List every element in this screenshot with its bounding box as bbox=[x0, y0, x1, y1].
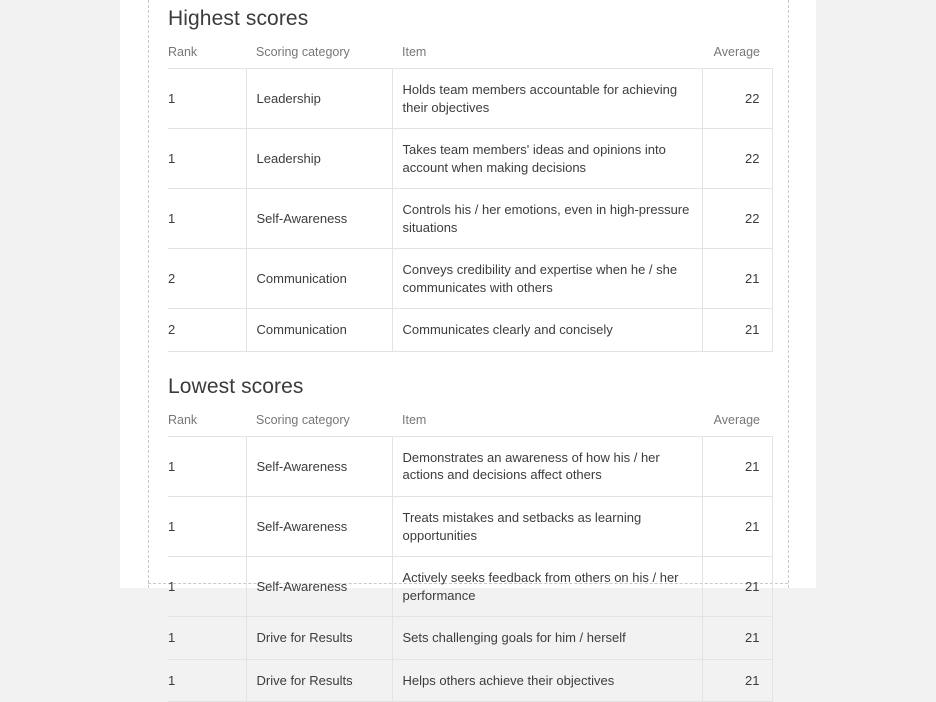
column-header-category: Scoring category bbox=[246, 413, 392, 437]
table-row bbox=[168, 436, 772, 496]
table-header-row bbox=[168, 45, 772, 69]
table-row bbox=[168, 497, 772, 557]
section-highest-scores bbox=[168, 8, 772, 352]
page-title-highest-scores: Highest scores bbox=[168, 8, 772, 29]
column-header-average: Average bbox=[702, 413, 772, 437]
cell-average: 22 bbox=[702, 189, 772, 249]
table-header-row bbox=[168, 413, 772, 437]
cell-item: Communicates clearly and concisely bbox=[392, 309, 702, 352]
table-row bbox=[168, 309, 772, 352]
cell-item: Sets challenging goals for him / herself bbox=[392, 617, 702, 660]
table-row bbox=[168, 189, 772, 249]
column-header-rank: Rank bbox=[168, 413, 246, 437]
cell-item: Actively seeks feedback from others on his / her performance bbox=[392, 557, 702, 617]
cell-average: 21 bbox=[702, 557, 772, 617]
table-row bbox=[168, 249, 772, 309]
cell-item: Conveys credibility and expertise when he / she communicates with others bbox=[392, 249, 702, 309]
cell-item: Controls his / her emotions, even in high-pressure situations bbox=[392, 189, 702, 249]
cell-category: Drive for Results bbox=[246, 617, 392, 660]
cell-average: 21 bbox=[702, 659, 772, 702]
cell-rank: 2 bbox=[168, 249, 246, 309]
column-header-item: Item bbox=[392, 45, 702, 69]
table-row bbox=[168, 69, 772, 129]
column-header-average: Average bbox=[702, 45, 772, 69]
page-title-lowest-scores: Lowest scores bbox=[168, 376, 772, 397]
cell-category: Self-Awareness bbox=[246, 497, 392, 557]
report-content bbox=[168, 0, 772, 702]
page-margin-guide-left bbox=[148, 0, 149, 588]
cell-item: Demonstrates an awareness of how his / her actions and decisions affect others bbox=[392, 436, 702, 496]
cell-category: Self-Awareness bbox=[246, 436, 392, 496]
table-row bbox=[168, 659, 772, 702]
cell-category: Self-Awareness bbox=[246, 557, 392, 617]
cell-rank: 1 bbox=[168, 69, 246, 129]
cell-item: Helps others achieve their objectives bbox=[392, 659, 702, 702]
highest-scores-table bbox=[168, 45, 773, 352]
cell-rank: 2 bbox=[168, 309, 246, 352]
cell-average: 21 bbox=[702, 617, 772, 660]
lowest-scores-table bbox=[168, 413, 773, 702]
table-row bbox=[168, 129, 772, 189]
table-row bbox=[168, 557, 772, 617]
cell-average: 21 bbox=[702, 249, 772, 309]
cell-item: Takes team members' ideas and opinions into account when making decisions bbox=[392, 129, 702, 189]
cell-average: 22 bbox=[702, 129, 772, 189]
column-header-item: Item bbox=[392, 413, 702, 437]
cell-category: Communication bbox=[246, 309, 392, 352]
cell-category: Leadership bbox=[246, 69, 392, 129]
cell-rank: 1 bbox=[168, 617, 246, 660]
cell-category: Drive for Results bbox=[246, 659, 392, 702]
cell-rank: 1 bbox=[168, 436, 246, 496]
cell-category: Communication bbox=[246, 249, 392, 309]
section-lowest-scores bbox=[168, 376, 772, 702]
column-header-rank: Rank bbox=[168, 45, 246, 69]
cell-average: 22 bbox=[702, 69, 772, 129]
table-row bbox=[168, 617, 772, 660]
column-header-category: Scoring category bbox=[246, 45, 392, 69]
cell-item: Treats mistakes and setbacks as learning opportunities bbox=[392, 497, 702, 557]
cell-category: Leadership bbox=[246, 129, 392, 189]
cell-rank: 1 bbox=[168, 557, 246, 617]
cell-category: Self-Awareness bbox=[246, 189, 392, 249]
cell-rank: 1 bbox=[168, 129, 246, 189]
cell-item: Holds team members accountable for achieving their objectives bbox=[392, 69, 702, 129]
cell-average: 21 bbox=[702, 309, 772, 352]
cell-rank: 1 bbox=[168, 497, 246, 557]
cell-average: 21 bbox=[702, 497, 772, 557]
cell-rank: 1 bbox=[168, 659, 246, 702]
cell-rank: 1 bbox=[168, 189, 246, 249]
page-margin-guide-right bbox=[788, 0, 789, 588]
cell-average: 21 bbox=[702, 436, 772, 496]
